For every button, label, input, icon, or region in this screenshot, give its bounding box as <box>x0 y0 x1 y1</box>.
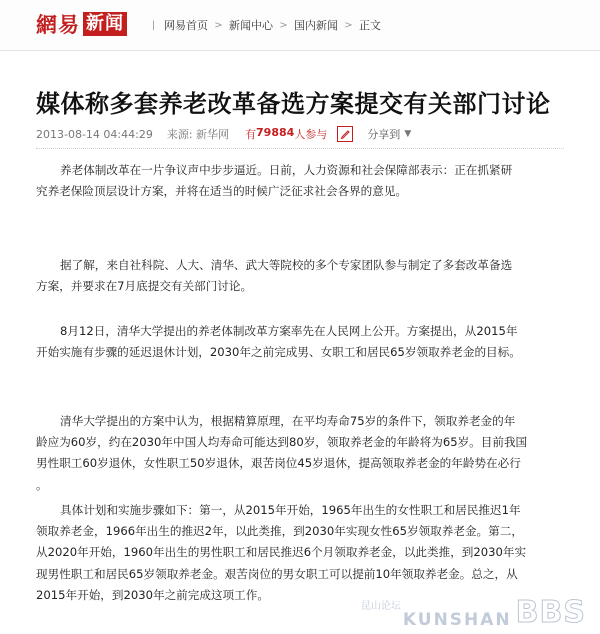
article-paragraph: 具体计划和实施步骤如下：第一，从2015年开始，1965年出生的女性职工和居民推迟1年 领取养老金，1966年出生的推迟2年，以此类推，到2030年实现女性65岁领取养老金。第二， 从2020年开始，1960年出生的男性职工和居民推迟6个月领取养老金，以此类推，到2030年实 现男性职工和居民65岁领取养老金。艰苦岗位的男女职工可以提前10年领取养老金。总之，从 2015年开始，到2030年之前完成这项工作。 <box>36 503 527 602</box>
breadcrumb-home-link[interactable]: 网易首页 <box>164 19 208 32</box>
logo-news-text: 新闻 <box>83 12 127 36</box>
logo-brand-text: 網易 <box>36 12 80 37</box>
chevron-right-icon: > <box>344 19 353 31</box>
top-bar <box>0 0 600 51</box>
article-paragraph: 养老体制改革在一片争议声中步步逼近。日前，人力资源和社会保障部表示：正在抓紧研 究养老保险顶层设计方案，并将在适当的时候广泛征求社会各界的意见。 <box>36 163 513 199</box>
watermark-bbs-text: BBS <box>515 595 586 630</box>
watermark-cn-text: 昆山论坛 <box>360 601 401 612</box>
article-source[interactable]: 来源: 新华网 <box>166 128 230 141</box>
article-meta <box>36 126 411 142</box>
chevron-right-icon: > <box>214 19 223 31</box>
breadcrumb <box>148 17 386 33</box>
participants-link[interactable] <box>245 126 337 142</box>
participants-count: 79884 <box>256 126 295 139</box>
article-paragraph: 清华大学提出的方案中认为，根据精算原理，在平均寿命75岁的条件下，领取养老金的年 龄应为60岁，约在2030年中国人均寿命可能达到80岁，领取养老金的年龄将为65岁。目前我国 男性职工60岁退休，女性职工50岁退休，艰苦岗位45岁退休，提高领取养老金的年龄势在必行 。 <box>36 414 528 492</box>
breadcrumb-separator-icon: | <box>151 19 156 31</box>
share-button[interactable]: 分享到 <box>367 128 401 141</box>
netease-news-logo[interactable] <box>36 10 127 38</box>
chevron-right-icon: > <box>279 19 288 31</box>
article-paragraph: 8月12日，清华大学提出的养老体制改革方案率先在人民网上公开。方案提出，从2015年 开始实施有步骤的延迟退休计划，2030年之前完成男、女职工和居民65岁领取养老金的目标。 <box>36 324 521 360</box>
meta-divider <box>36 148 564 149</box>
participants-suffix: 人参与 <box>294 128 328 141</box>
publish-time: 2013-08-14 04:44:29 <box>36 127 153 141</box>
kunshan-bbs-watermark <box>361 595 586 630</box>
participants-prefix: 有 <box>245 128 257 141</box>
article-paragraph: 据了解，来自社科院、人大、清华、武大等院校的多个专家团队参与制定了多套改革备选 方案，并要求在7月底提交有关部门讨论。 <box>36 258 513 294</box>
caret-down-icon[interactable]: ▼ <box>404 129 412 139</box>
article-title: 媒体称多套养老改革备选方案提交有关部门讨论 <box>36 89 551 118</box>
breadcrumb-domestic-news-link[interactable]: 国内新闻 <box>294 19 338 32</box>
breadcrumb-news-center-link[interactable]: 新闻中心 <box>229 19 273 32</box>
breadcrumb-current: 正文 <box>359 19 381 32</box>
watermark-en-text: KUNSHAN <box>402 610 512 630</box>
comment-pen-icon[interactable] <box>337 126 353 142</box>
